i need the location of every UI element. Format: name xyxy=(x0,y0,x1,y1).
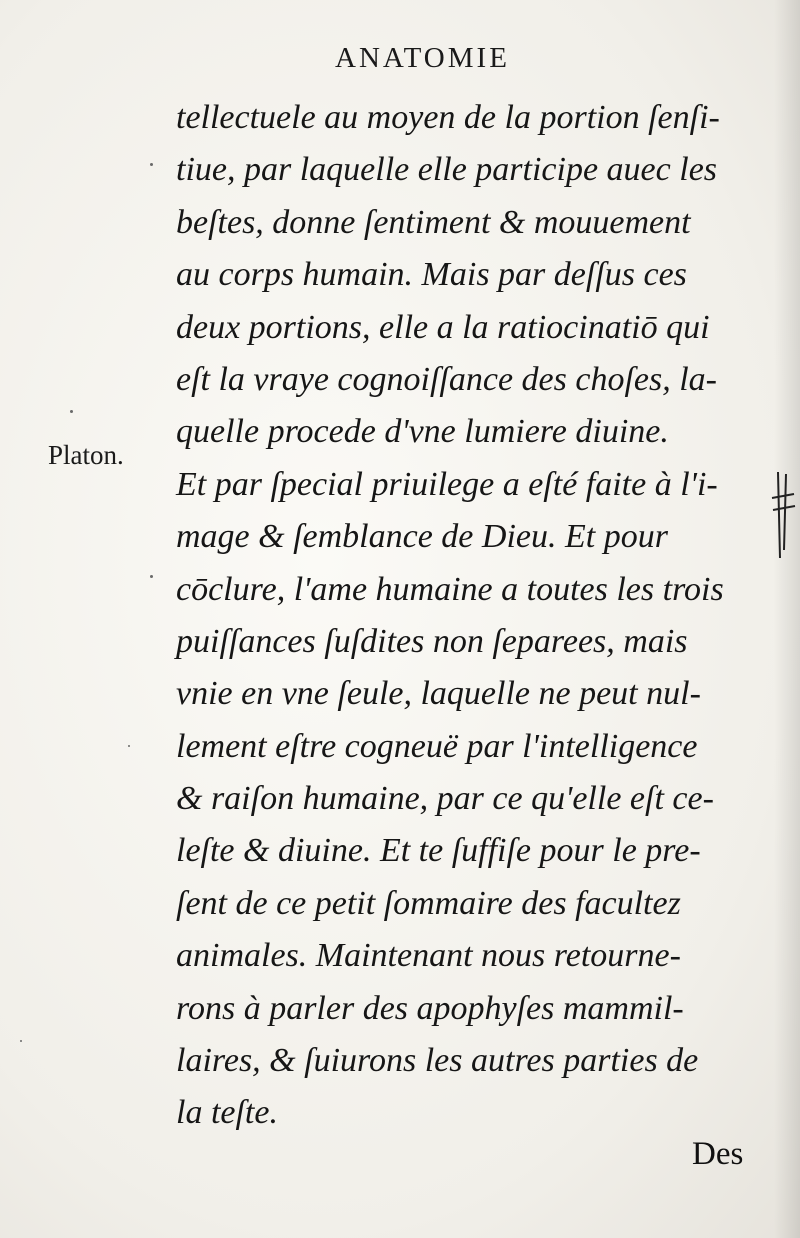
text-line: tellectuele au moyen de la portion ſenſi- xyxy=(176,99,720,136)
text-line: quelle procede d'vne lumiere diuine. xyxy=(176,413,669,451)
ink-speck xyxy=(70,410,73,413)
text-line: tiue, par laquelle elle participe auec les xyxy=(176,151,718,189)
running-head: ANATOMIE xyxy=(335,42,510,74)
text-line: ſent de ce petit ſommaire des facultez xyxy=(176,884,681,922)
text-line: laires, & ſuiurons les autres parties de xyxy=(176,1042,699,1080)
ink-speck xyxy=(128,745,130,747)
catchword: Des xyxy=(692,1136,744,1172)
text-line: la teſte. xyxy=(176,1094,278,1132)
body-text xyxy=(176,92,766,1140)
ink-speck xyxy=(150,575,153,578)
text-line: animales. Maintenant nous retourne- xyxy=(176,937,681,975)
handwritten-mark-icon xyxy=(770,470,796,560)
text-line: lement eſtre cogneuë par l'intelligence xyxy=(176,727,698,765)
text-line: eſt la vraye cognoiſſance des choſes, la- xyxy=(176,360,717,398)
text-line: beſtes, donne ſentiment & mouuement xyxy=(176,203,691,241)
page-edge-shadow xyxy=(774,0,800,1238)
text-line: rons à parler des apophyſes mammil- xyxy=(176,989,684,1027)
ink-speck xyxy=(150,163,153,166)
text-line: mage & ſemblance de Dieu. Et pour xyxy=(176,518,668,556)
text-line: cōclure, l'ame humaine a toutes les trois xyxy=(176,570,724,608)
ink-speck xyxy=(20,1040,22,1042)
text-line: deux portions, elle a la ratiocinatiō qui xyxy=(176,308,710,346)
margin-note: Platon. xyxy=(48,440,124,470)
text-line: leſte & diuine. Et te ſuffiſe pour le pre- xyxy=(176,832,701,870)
text-line: Et par ſpecial priuilege a eſté faite à l'i- xyxy=(176,465,718,503)
text-line: & raiſon humaine, par ce qu'elle eſt ce- xyxy=(176,780,714,818)
text-line: vnie en vne ſeule, laquelle ne peut nul- xyxy=(176,675,701,713)
text-line: puiſſances ſuſdites non ſeparees, mais xyxy=(176,622,688,660)
text-line: au corps humain. Mais par deſſus ces xyxy=(176,256,687,294)
